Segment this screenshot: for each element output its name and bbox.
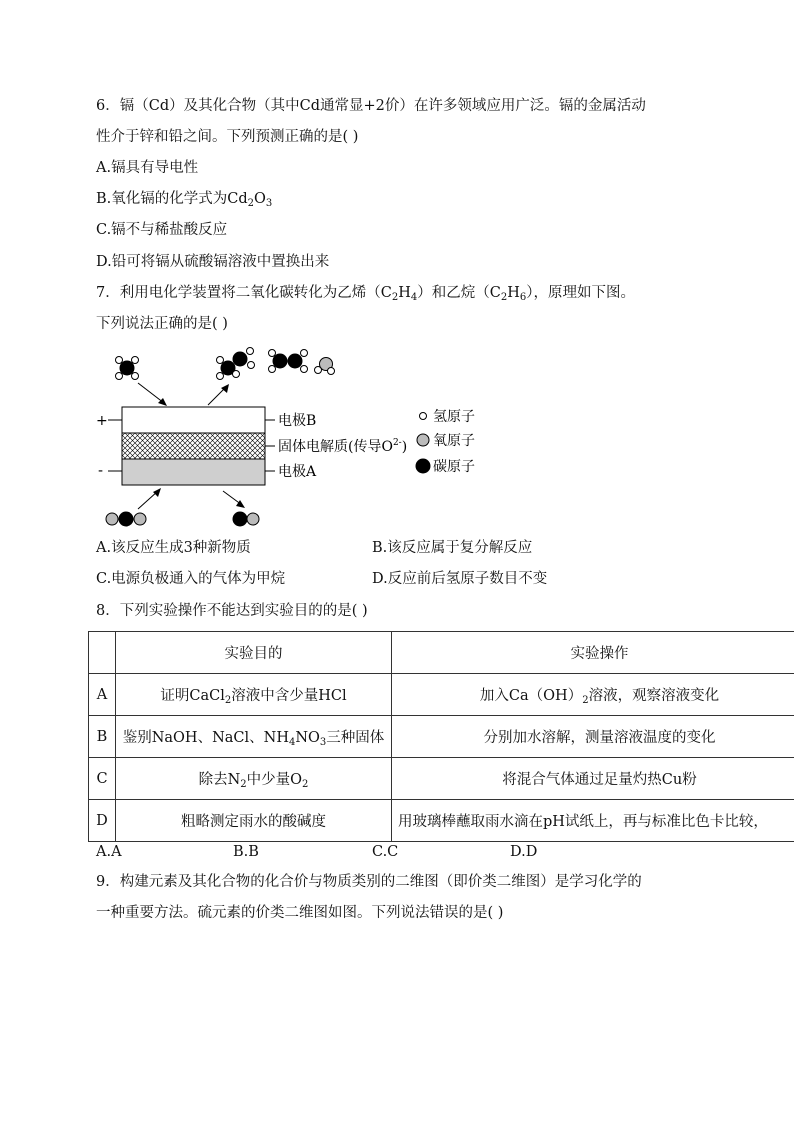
q7-option-d: D.反应前后氢原子数目不变: [372, 571, 548, 587]
q9-stem-line2: 一种重要方法。硫元素的价类二维图如图。下列说法错误的是( ): [96, 905, 504, 921]
row-goal-sub: 2: [240, 779, 247, 790]
row-goal-text: 鉴别NaOH、NaCl、NH: [122, 730, 289, 746]
solid-electrolyte: [122, 433, 265, 459]
header-op: 实验操作: [392, 632, 794, 674]
q6-option-b-sub2: 3: [265, 198, 273, 209]
row-goal: 粗略测定雨水的酸碱度: [116, 800, 392, 842]
legend-c-dot: [416, 459, 431, 474]
q7-h-1: H: [398, 285, 411, 301]
q7-h-2: H: [507, 285, 520, 301]
minus-sign: -: [98, 463, 104, 479]
row-op-text: 加入Ca（OH）: [479, 688, 583, 704]
electrochem-diagram: [90, 343, 510, 533]
legend-h-label: 氢原子: [433, 409, 475, 425]
row-goal-sub: 2: [224, 695, 232, 706]
q6-option-a: A.镉具有导电性: [96, 160, 199, 176]
q7-sub-4: 6: [519, 292, 527, 303]
q8-answer-c: C.C: [372, 844, 399, 860]
header-label-cell: [89, 632, 116, 674]
row-goal: [116, 758, 392, 800]
q8-answer-b: B.B: [233, 844, 259, 860]
row-goal-text: 证明CaCl: [160, 688, 225, 704]
row-op: 将混合气体通过足量灼热Cu粉: [392, 758, 794, 800]
q6-option-b: [96, 189, 272, 209]
q6-option-d: D.铅可将镉从硫酸镉溶液中置换出来: [96, 254, 330, 270]
plus-sign: +: [96, 413, 108, 429]
q6-option-b-sub1: 2: [247, 198, 255, 209]
q6-option-c: C.镉不与稀盐酸反应: [96, 222, 228, 238]
electrode-b: [122, 407, 265, 433]
row-goal-text-end: 溶液中含少量HCl: [231, 688, 347, 704]
table-header-row: [89, 632, 794, 674]
electrolyte-label-sup: 2-: [392, 438, 402, 448]
row-label: A: [89, 674, 116, 716]
q6-option-b-text: B.氧化镉的化学式为Cd: [96, 191, 248, 207]
q8-table: [88, 631, 794, 842]
legend-o-dot: [417, 434, 429, 446]
row-goal-text-end: 三种固体: [326, 730, 385, 746]
q7-stem-line2: 下列说法正确的是( ): [96, 316, 228, 332]
row-goal-sub2: 3: [319, 737, 327, 748]
electrode-b-label: 电极B: [278, 413, 317, 429]
q7-stem-text-a: 7．利用电化学装置将二氧化碳转化为乙烯（C: [96, 285, 392, 301]
row-goal-sub2: 2: [302, 779, 309, 790]
q7-option-b: B.该反应属于复分解反应: [372, 540, 533, 556]
legend-c-label: 碳原子: [433, 459, 475, 475]
q8-answer-d: D.D: [510, 844, 538, 860]
row-op-text-end: 溶液，观察溶液变化: [588, 688, 720, 704]
c2h4-molecule: [217, 348, 255, 380]
row-op-sub: 2: [582, 695, 589, 706]
c2h6-molecule: [269, 350, 308, 373]
q7-sub-2: 4: [410, 292, 418, 303]
row-op: 分别加水溶解，测量溶液温度的变化: [392, 716, 794, 758]
q7-sub-3: 2: [500, 292, 508, 303]
ch4-molecule-top: [116, 357, 139, 380]
row-label: B: [89, 716, 116, 758]
q7-stem-text-b: ）和乙烷（C: [417, 285, 501, 301]
q7-option-c: C.电源负极通入的气体为甲烷: [96, 571, 286, 587]
row-label: C: [89, 758, 116, 800]
row-goal: [116, 716, 392, 758]
q6-stem-line1: 6．镉（Cd）及其化合物（其中Cd通常显+2价）在许多领域应用广泛。镉的金属活动: [96, 98, 646, 114]
arrow-in-top: [138, 383, 164, 403]
co-molecule: [233, 512, 260, 527]
legend-h-dot: [420, 413, 427, 420]
legend-o-label: 氧原子: [433, 433, 475, 449]
row-goal-sub: 4: [288, 737, 296, 748]
electrode-a-label: 电极A: [278, 464, 317, 480]
table-row: [89, 758, 794, 800]
q7-option-a: A.该反应生成3种新物质: [96, 540, 251, 556]
q7-sub-1: 2: [391, 292, 399, 303]
table-row: [89, 674, 794, 716]
table-row: [89, 800, 794, 842]
row-goal-text-mid: 中少量O: [246, 772, 303, 788]
row-op: 用玻璃棒蘸取雨水滴在pH试纸上，再与标准比色卡比较，: [392, 800, 794, 842]
q7-stem-line1: [96, 283, 635, 303]
q6-option-b-o: O: [254, 191, 266, 207]
row-label: D: [89, 800, 116, 842]
co2-molecule: [106, 512, 146, 527]
electrolyte-label-text: 固体电解质(传导O: [278, 439, 393, 455]
table-row: [89, 716, 794, 758]
q8-stem: 8．下列实验操作不能达到实验目的的是( ): [96, 603, 368, 619]
electrolyte-label-end: ): [401, 439, 408, 455]
q9-stem-line1: 9．构建元素及其化合物的化合价与物质类别的二维图（即价类二维图）是学习化学的: [96, 874, 642, 890]
q8-answer-a: A.A: [96, 844, 122, 860]
q7-stem-text-c: ），原理如下图。: [526, 285, 635, 301]
h2o-molecule: [315, 358, 335, 375]
row-op: [392, 674, 794, 716]
q6-stem-line2: 性介于锌和铅之间。下列预测正确的是( ): [96, 129, 359, 145]
electrode-a: [122, 459, 265, 485]
electrolyte-label: [278, 438, 407, 455]
row-goal-text: 除去N: [198, 772, 241, 788]
row-goal: [116, 674, 392, 716]
row-goal-text-mid: NO: [295, 730, 320, 746]
header-goal: 实验目的: [116, 632, 392, 674]
